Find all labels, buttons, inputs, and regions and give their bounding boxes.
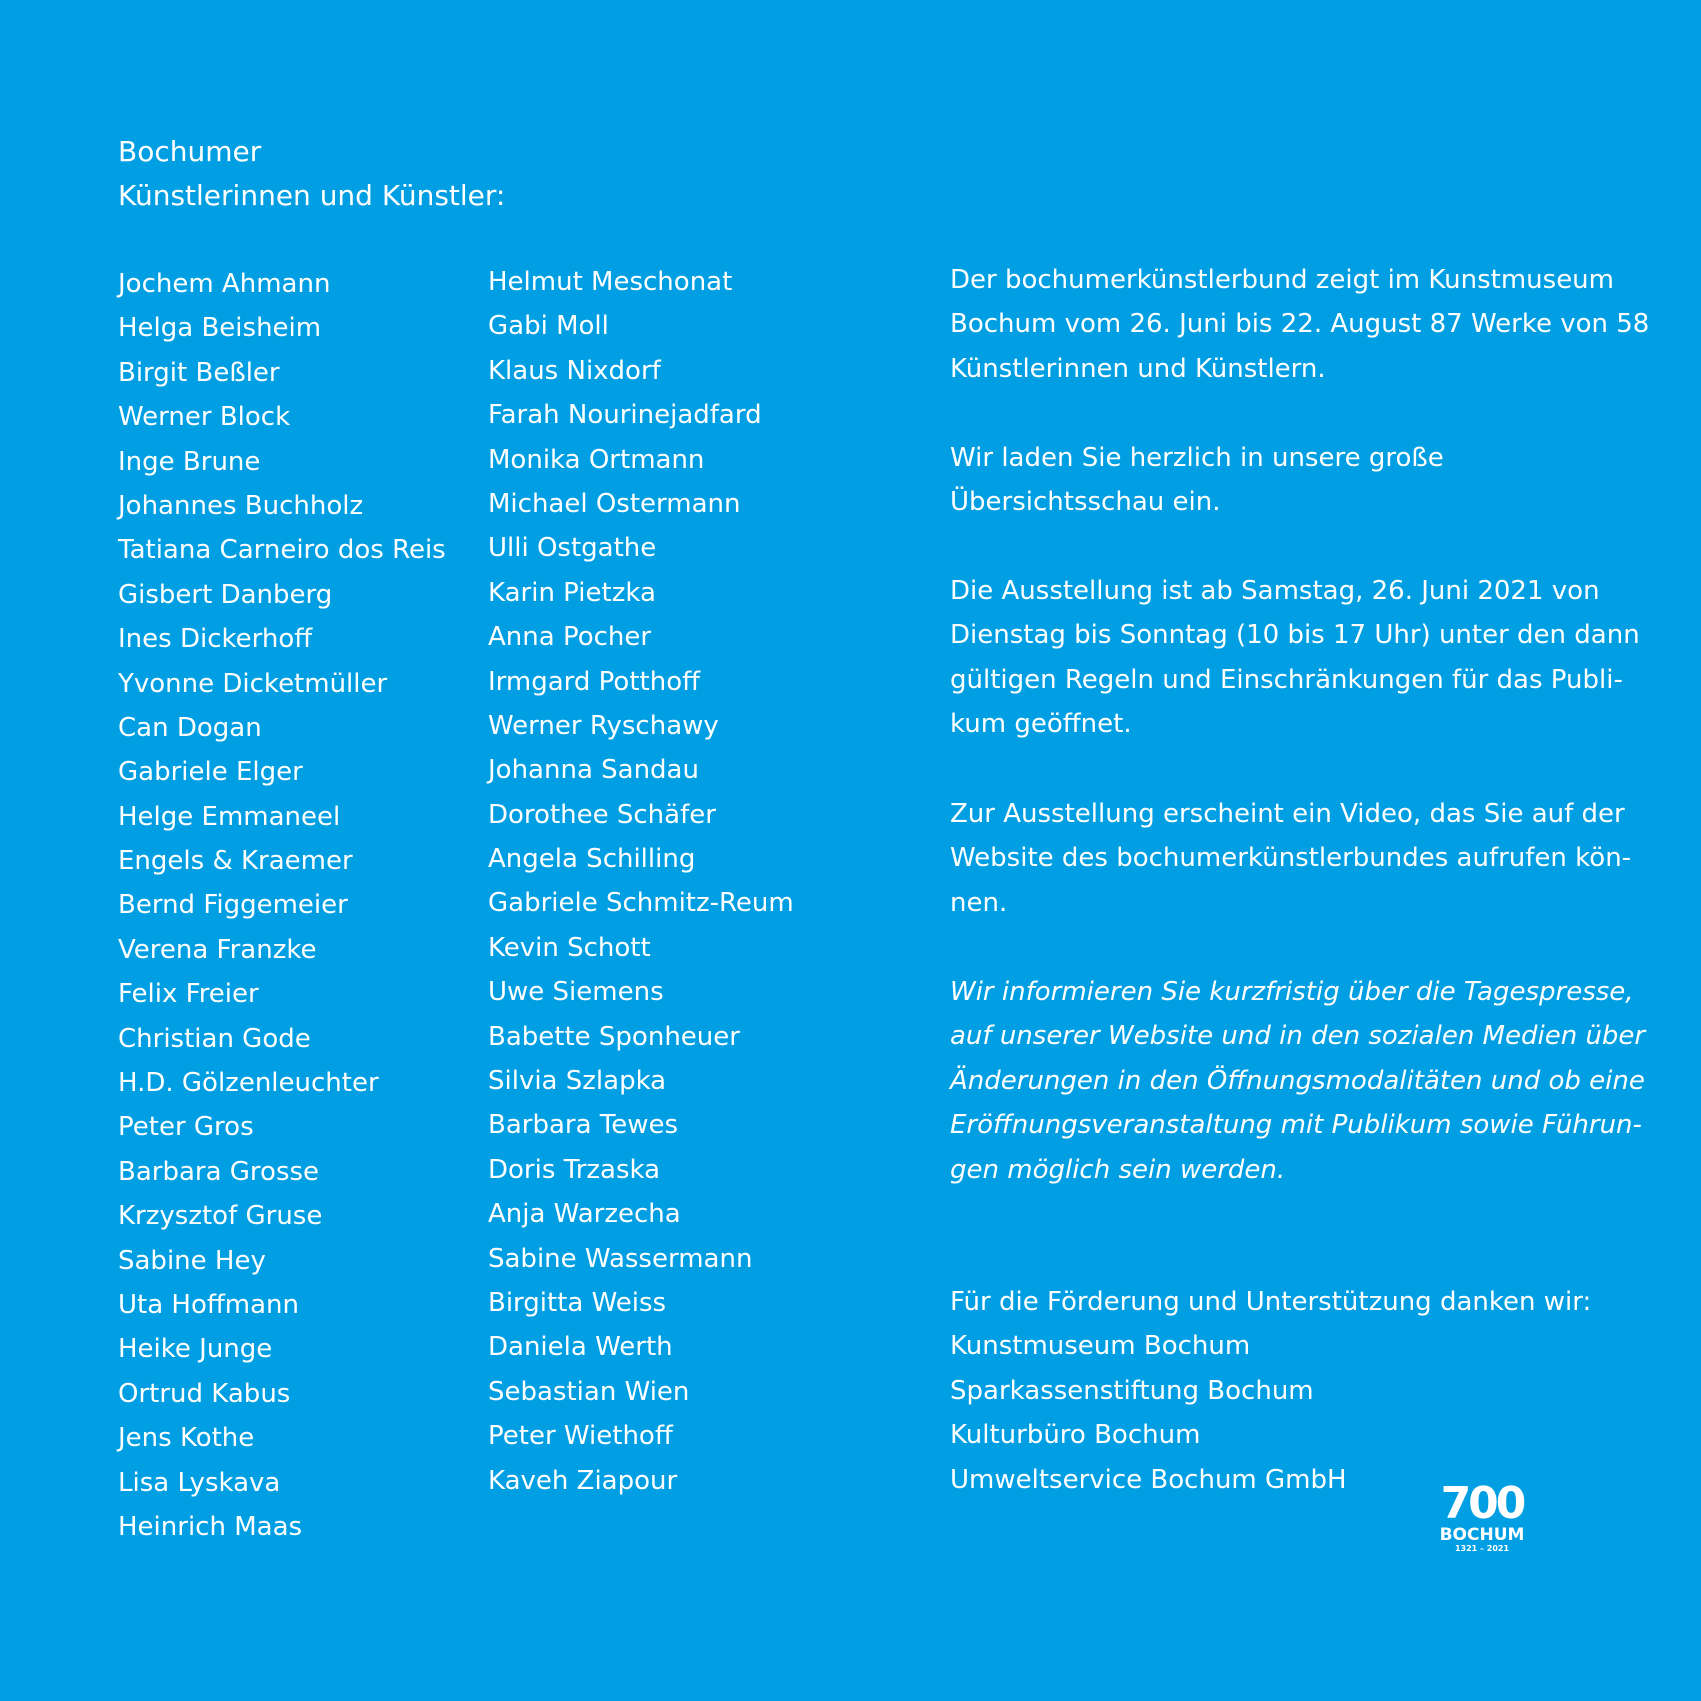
artist-name: Ortrud Kabus bbox=[118, 1378, 291, 1409]
artist-name: Engels & Kraemer bbox=[118, 846, 353, 877]
artist-name: Krzysztof Gruse bbox=[118, 1201, 323, 1232]
text-line: Der bochumerkünstlerbund zeigt im Kunstmuseum bbox=[950, 265, 1614, 295]
text-line: kum geöffnet. bbox=[950, 709, 1132, 740]
sponsor-item: Umweltservice Bochum GmbH bbox=[950, 1464, 1347, 1495]
artist-name: Barbara Grosse bbox=[118, 1156, 320, 1187]
artist-name: Irmgard Potthoff bbox=[488, 666, 701, 697]
artist-name: Peter Wiethoff bbox=[488, 1421, 673, 1452]
artist-name: Monika Ortmann bbox=[488, 444, 705, 475]
artist-list-column-2 bbox=[488, 260, 794, 1503]
artist-list-column-1 bbox=[118, 262, 446, 1549]
text-line: Bochum vom 26. Juni bis 22. August 87 Werke von 58 bbox=[950, 309, 1650, 340]
artist-name: Klaus Nixdorf bbox=[488, 355, 661, 386]
artist-name: Helmut Meschonat bbox=[488, 267, 733, 297]
artist-name: Peter Gros bbox=[118, 1112, 254, 1143]
artist-name: Jochem Ahmann bbox=[118, 269, 331, 299]
artist-name: Johanna Sandau bbox=[488, 755, 699, 786]
artist-name: Johannes Buchholz bbox=[118, 490, 364, 521]
text-line: gen möglich sein werden. bbox=[950, 1154, 1286, 1185]
artist-name: Barbara Tewes bbox=[488, 1110, 679, 1141]
logo-number: 700 bbox=[1440, 1478, 1524, 1529]
artist-name: Can Dogan bbox=[118, 712, 262, 743]
intro-paragraph bbox=[950, 258, 1670, 391]
artist-name: Tatiana Carneiro dos Reis bbox=[118, 535, 446, 566]
notice-paragraph bbox=[950, 970, 1670, 1192]
artist-name: Yvonne Dicketmüller bbox=[118, 668, 388, 699]
artist-name: Bernd Figgemeier bbox=[118, 890, 348, 921]
text-line: Wir laden Sie herzlich in unsere große bbox=[950, 443, 1444, 473]
artist-name: Daniela Werth bbox=[488, 1332, 673, 1363]
artist-name: Gabriele Elger bbox=[118, 757, 303, 788]
text-line: Website des bochumerkünstlerbundes aufrufen kön- bbox=[950, 843, 1632, 874]
artist-name: Kaveh Ziapour bbox=[488, 1465, 678, 1496]
text-line: nen. bbox=[950, 887, 1008, 918]
invitation-paragraph bbox=[950, 436, 1670, 525]
artist-name: Doris Trzaska bbox=[488, 1154, 661, 1185]
artist-name: Uta Hoffmann bbox=[118, 1289, 300, 1320]
artist-name: Heike Junge bbox=[118, 1334, 273, 1365]
text-line: Zur Ausstellung erscheint ein Video, das Sie auf der bbox=[950, 799, 1625, 829]
artist-name: Gabi Moll bbox=[488, 311, 609, 342]
artist-name: Felix Freier bbox=[118, 979, 259, 1010]
text-line: Wir informieren Sie kurzfristig über die Tagespresse, bbox=[950, 977, 1634, 1007]
text-line: auf unserer Website und in den sozialen Medien über bbox=[950, 1021, 1646, 1052]
sponsor-item: Kulturbüro Bochum bbox=[950, 1420, 1201, 1451]
text-line: Künstlerinnen und Künstlern. bbox=[950, 353, 1326, 384]
sponsors-intro: Für die Förderung und Unterstützung danken wir: bbox=[950, 1287, 1592, 1317]
artist-name: Ines Dickerhoff bbox=[118, 624, 313, 655]
sponsors-section bbox=[950, 1280, 1670, 1502]
text-line: Eröffnungsveranstaltung mit Publikum sowie Führun- bbox=[950, 1110, 1642, 1141]
page-heading bbox=[118, 130, 505, 218]
text-line: Übersichtsschau ein. bbox=[950, 487, 1221, 518]
artist-name: Gisbert Danberg bbox=[118, 579, 333, 610]
artist-name: Birgit Beßler bbox=[118, 357, 280, 388]
artist-name: Silvia Szlapka bbox=[488, 1066, 667, 1097]
artist-name: Werner Ryschawy bbox=[488, 710, 719, 741]
artist-name: Werner Block bbox=[118, 402, 291, 433]
artist-name: Christian Gode bbox=[118, 1023, 311, 1054]
artist-name: Helga Beisheim bbox=[118, 313, 322, 344]
artist-name: Uwe Siemens bbox=[488, 977, 664, 1008]
artist-name: Lisa Lyskava bbox=[118, 1467, 281, 1498]
artist-name: Gabriele Schmitz-Reum bbox=[488, 888, 794, 919]
sponsor-item: Sparkassenstiftung Bochum bbox=[950, 1375, 1314, 1406]
artist-name: Sabine Hey bbox=[118, 1245, 266, 1276]
artist-name: Helge Emmaneel bbox=[118, 801, 341, 832]
bochum-700-logo bbox=[1432, 1478, 1532, 1562]
sponsor-item: Kunstmuseum Bochum bbox=[950, 1331, 1251, 1362]
artist-name: Sebastian Wien bbox=[488, 1376, 690, 1407]
artist-name: Heinrich Maas bbox=[118, 1511, 303, 1542]
artist-name: Dorothee Schäfer bbox=[488, 799, 716, 830]
artist-name: Sabine Wassermann bbox=[488, 1243, 753, 1274]
artist-name: Anna Pocher bbox=[488, 622, 652, 653]
text-line: Die Ausstellung ist ab Samstag, 26. Juni 2021 von bbox=[950, 576, 1600, 606]
artist-name: Karin Pietzka bbox=[488, 577, 656, 608]
text-line: Dienstag bis Sonntag (10 bis 17 Uhr) unter den dann bbox=[950, 620, 1640, 651]
artist-name: Babette Sponheuer bbox=[488, 1021, 740, 1052]
artist-name: Kevin Schott bbox=[488, 932, 651, 963]
logo-city: BOCHUM bbox=[1439, 1525, 1525, 1545]
text-line: Änderungen in den Öffnungsmodalitäten und ob eine bbox=[950, 1065, 1645, 1096]
logo-years: 1321 – 2021 bbox=[1454, 1544, 1510, 1553]
artist-name: Birgitta Weiss bbox=[488, 1287, 667, 1318]
artist-name: H.D. Gölzenleuchter bbox=[118, 1068, 379, 1099]
artist-name: Anja Warzecha bbox=[488, 1199, 681, 1230]
video-paragraph bbox=[950, 792, 1670, 925]
artist-name: Angela Schilling bbox=[488, 844, 696, 875]
artist-name: Jens Kothe bbox=[118, 1423, 255, 1454]
heading-line-1: Bochumer bbox=[118, 135, 262, 168]
text-line: gültigen Regeln und Einschränkungen für das Publi- bbox=[950, 664, 1623, 695]
artist-name: Ulli Ostgathe bbox=[488, 533, 657, 564]
artist-name: Farah Nourinejadfard bbox=[488, 400, 762, 431]
heading-line-2: Künstlerinnen und Künstler: bbox=[118, 179, 506, 212]
artist-name: Inge Brune bbox=[118, 446, 261, 477]
opening-hours-paragraph bbox=[950, 569, 1670, 747]
artist-name: Michael Ostermann bbox=[488, 488, 741, 519]
artist-name: Verena Franzke bbox=[118, 934, 317, 965]
